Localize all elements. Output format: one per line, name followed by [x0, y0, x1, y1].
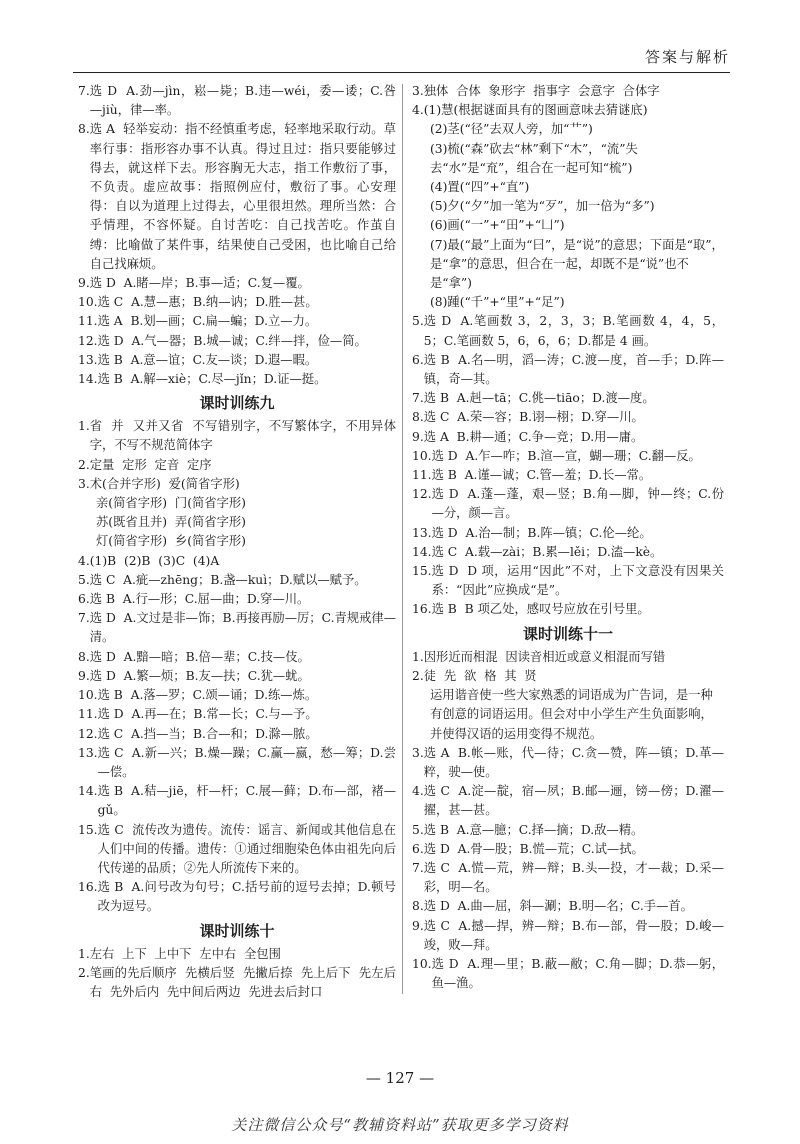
answer-number: 4. — [78, 553, 90, 568]
answer-item — [412, 648, 724, 667]
answer-subline: (8)踵(“千”+“里”+“足”) — [430, 295, 565, 310]
answer-item — [78, 82, 396, 120]
answer-number: 12. — [412, 487, 432, 502]
answer-number: 10. — [78, 295, 98, 310]
answer-item — [412, 600, 724, 619]
answer-number: 8. — [412, 899, 424, 914]
answer-number: 8. — [412, 410, 424, 425]
answer-text: 选 C A.撼—捍，辨—辩；B.布—部，骨—股；D.峻—竣，败—拜。 — [423, 918, 724, 952]
answer-text: 选 B A.名—明，滔—涛；C.渡—度，首—手；D.阵—镇，奇—其。 — [423, 352, 724, 387]
answer-item — [412, 543, 724, 562]
answer-text: 选 B A.落—罗；C.颂—诵；D.练—炼。 — [97, 688, 318, 703]
answer-item — [78, 744, 396, 782]
answer-text: 选 B A.意—臆；C.择—摘；D.敌—精。 — [423, 822, 644, 837]
answer-text: 选 D A.黯—暗；B.倍—辈；C.技—伎。 — [89, 649, 310, 664]
answer-text: 选 D A.再—在；B.常—长；C.与—予。 — [97, 707, 318, 722]
answer-number: 8. — [78, 649, 90, 664]
answer-item — [78, 475, 396, 494]
answer-number: 5. — [412, 822, 424, 837]
answer-subline: 苏(既省且并) 弄(简省字形) — [96, 515, 246, 530]
answer-text: 选 D A.繁—烦；B.友—扶；C.犹—蚘。 — [89, 668, 310, 683]
answer-item — [412, 859, 724, 897]
answer-text: 选 D A.理—里；B.蔽—敝；C.角—脚；D.恭—躬，鱼—渔。 — [431, 956, 724, 991]
answer-text: 选 C A.淀—靛，宿—夙；B.邮—逦，镑—傍；D.濯—擢，甚—甚。 — [423, 784, 724, 818]
answer-item — [78, 945, 396, 964]
answer-number: 7. — [78, 611, 90, 626]
answer-text: 选 A B.帐—账，代—待；C.贪—赞，阵—镇；D.革—粹，驶—使。 — [423, 745, 724, 779]
answer-number: 16. — [412, 602, 432, 617]
answer-subline: 亲(简省字形) 门(简省字形) — [96, 496, 246, 511]
answer-subline: (6)画(“一”+“田”+“凵”) — [430, 218, 565, 233]
answer-text: 选 B A.解—xiè；C.尽—jǐn；D.证—挺。 — [97, 372, 327, 387]
answer-item — [78, 552, 396, 571]
answer-subline: (4)置(“四”+“直”) — [430, 180, 530, 195]
answer-item — [412, 82, 724, 101]
answer-item — [78, 821, 396, 879]
answer-number: 10. — [78, 688, 98, 703]
answer-item — [78, 609, 396, 647]
answer-item — [412, 667, 724, 686]
answer-number: 13. — [78, 745, 98, 760]
answer-item — [412, 524, 724, 543]
answer-text: 选 A B.划—画；C.扁—蝙；D.立—力。 — [97, 314, 318, 329]
answer-text: 选 B A.秸—jiē，杆—杆；C.展—藓；D.布—部，褚—gǔ。 — [97, 784, 396, 818]
answer-number: 6. — [412, 352, 424, 367]
answer-text: 选 D A.劲—jìn，崧—毙；B.违—wéi，委—诿；C.咎—jiù，律—率。 — [89, 84, 396, 118]
left-column — [78, 82, 396, 1002]
answer-text: 选 D A.笔画数 3，2，3，3；B.笔画数 4，4，5，5；C.笔画数 5，6，6，6；D.都是 4 画。 — [423, 314, 724, 348]
answer-text: 选 B A.问号改为句号；C.括号前的逗号去掉；D.顿号改为逗号。 — [97, 880, 396, 914]
answer-text: 选 D D 项，运用“因此”不对，上下文意没有因果关系：“因此”应换成“是”。 — [431, 564, 724, 598]
answer-number: 1. — [412, 649, 424, 664]
answer-number: 13. — [78, 352, 98, 367]
answer-text: 选 C A.新—兴；B.燥—躁；C.赢—嬴，愁—筹；D.尝—偿。 — [97, 745, 396, 779]
answer-text: 选 D A.骨—股；B.慌—荒；C.试—拭。 — [423, 841, 644, 856]
answer-item — [78, 274, 396, 293]
right-column — [412, 82, 724, 993]
answer-text: 独体 合体 象形字 指事字 会意字 合体字 — [423, 84, 660, 98]
answer-text: 选 D A.治—制；B.阵—镇；C.伦—纶。 — [431, 525, 652, 540]
answer-text: 选 C A.荣—容；B.诩—栩；D.穿—川。 — [423, 410, 644, 425]
answer-number: 1. — [78, 946, 90, 961]
answer-item — [412, 917, 724, 955]
answer-text: 选 C A.挡—当；B.合—和；D.滁—脓。 — [97, 726, 318, 741]
answer-item — [78, 648, 396, 667]
answer-text: 选 B A.行—形；C.屈—曲；D.穿—川。 — [89, 592, 310, 607]
answer-text: 左右 上下 上中下 左中右 全包围 — [89, 946, 281, 961]
answer-text: 选 B A.赳—tā；C.佻—tiāo；D.渡—度。 — [423, 391, 655, 406]
answer-number: 16. — [78, 880, 98, 895]
answer-item — [78, 590, 396, 609]
answer-subline: 运用谐音使一些大家熟悉的词语成为广告词，是一种有创意的词语运用。但会对中小学生产生负面影响，并使得汉语的运用变得不规范。 — [430, 688, 713, 741]
answer-number: 3. — [412, 745, 424, 760]
answer-number: 7. — [412, 860, 424, 875]
answer-item — [78, 293, 396, 312]
answer-number: 11. — [78, 314, 98, 329]
answer-text: (1)慧(根据谜面具有的图画意味去猜谜底) — [423, 103, 648, 118]
answer-item — [412, 101, 724, 120]
answer-number: 3. — [412, 84, 424, 98]
answer-text: 选 C A.慧—惠；B.纳—讷；D.胜—甚。 — [97, 295, 318, 310]
answer-item — [78, 351, 396, 370]
answer-number: 9. — [78, 668, 90, 683]
answer-number: 4. — [412, 103, 424, 118]
answer-item — [78, 120, 396, 274]
answer-number: 11. — [78, 707, 98, 722]
section-title: 课时训练十一 — [522, 624, 613, 643]
answer-text: 选 C 流传改为遗传。流传：谣言、新闻或其他信息在人们中间的传播。遗传：①通过细胞染色体由祖先向后代传递的品质；②先人所流传下来的。 — [97, 822, 396, 875]
answer-subline: (5)夕(“夕”加一笔为“歹”，加一倍为“多”) — [430, 199, 655, 214]
answer-item — [412, 428, 724, 447]
answer-text: 选 C A.载—zài；B.累—lěi；D.溘—kè。 — [431, 544, 663, 559]
answer-item — [412, 389, 724, 408]
answer-item — [412, 744, 724, 782]
answer-number: 12. — [78, 333, 98, 348]
answer-number: 6. — [412, 841, 424, 856]
answer-number: 2. — [78, 457, 90, 472]
answer-number: 10. — [412, 448, 432, 463]
answer-text: 选 A B.耕—通；C.争—竞；D.用—庸。 — [423, 429, 644, 444]
answer-item — [78, 370, 396, 389]
answer-item — [412, 840, 724, 859]
answer-number: 10. — [412, 956, 432, 971]
answer-item — [78, 456, 396, 475]
answer-text: 选 C A.疵—zhēng；B.盏—kuì；D.赋以—赋予。 — [89, 572, 367, 587]
answer-number: 12. — [78, 726, 98, 741]
answer-number: 7. — [412, 391, 424, 406]
answer-text: 选 B B 项乙处，感叹号应放在引号里。 — [431, 602, 650, 617]
answer-text: 选 A 轻举妄动：指不经慎重考虑，轻率地采取行动。草率行事：指形容办事不认真。得过且过：指只要能够过得去，就这样下去。形容胸无大志，指工作敷衍了事，不负责。虚应故事：指照例应付，敷衍了事。心安理得：自以为道理上过得去，心里很坦然。理所当然：合乎情理，不容怀疑。自讨苦吃：自己找苦吃。作茧自缚：比喻做了某件事，结果使自己受困，也比喻自己给自己找麻烦。 — [89, 122, 396, 271]
answer-number: 15. — [412, 564, 432, 579]
answer-item — [412, 447, 724, 466]
header-rule — [73, 72, 730, 73]
answer-number: 9. — [412, 429, 424, 444]
answer-item — [78, 782, 396, 820]
answer-number: 8. — [78, 122, 90, 137]
answer-item — [412, 485, 724, 523]
answer-item — [78, 332, 396, 351]
answer-number: 14. — [78, 784, 98, 799]
answer-number: 5. — [412, 314, 424, 329]
answer-text: 定量 定形 定音 定序 — [89, 457, 212, 472]
answer-item — [412, 955, 724, 993]
answer-item — [412, 897, 724, 916]
footer-note: 关注微信公众号“教辅资料站”获取更多学习资料 — [231, 1116, 569, 1134]
answer-number: 7. — [78, 84, 90, 98]
answer-subline: 灯(简省字形) 乡(简省字形) — [96, 534, 246, 549]
answer-text: 选 D A.气—器；B.城—诚；C.绊—拌，俭—简。 — [97, 333, 367, 348]
answer-text: 选 D A.蓬—蓬，艰—竖；B.角—脚，钟—终；C.份—分，颜—言。 — [431, 487, 724, 521]
answer-text: 笔画的先后顺序 先横后竖 先撇后捺 先上后下 先左后右 先外后内 先中间后两边 先进去后封口 — [89, 965, 396, 999]
answer-text: 选 D A.曲—屈，斜—涮；B.明—名；C.手—首。 — [423, 899, 693, 914]
answer-number: 1. — [78, 419, 90, 434]
answer-text: 徒 先 欲 格 其 贤 — [423, 668, 537, 683]
answer-text: 术(合并字形) 爱(简省字形) — [89, 476, 240, 491]
answer-text: 省 并 又并又省 不写错别字，不写繁体字，不用异体字，不写不规范简体字 — [89, 419, 396, 453]
answer-number: 5. — [78, 572, 90, 587]
answer-item — [78, 417, 396, 455]
answer-item — [412, 351, 724, 389]
answer-text: 选 B A.意—谊；C.友—谈；D.遐—暇。 — [97, 352, 318, 367]
answer-text: (1)B (2)B (3)C (4)A — [89, 553, 220, 568]
answer-number: 6. — [78, 592, 90, 607]
answer-text: 选 D A.睹—岸；B.事—适；C.复—覆。 — [89, 276, 310, 291]
answer-number: 2. — [412, 668, 424, 683]
answer-number: 14. — [78, 372, 98, 387]
answer-item — [412, 312, 724, 350]
answer-number: 13. — [412, 525, 432, 540]
answer-text: 因形近而相混 因读音相近或意义相混而写错 — [423, 649, 666, 664]
section-title: 课时训练十 — [199, 921, 275, 940]
answer-item — [412, 562, 724, 600]
answer-number: 3. — [78, 476, 90, 491]
answer-number: 2. — [78, 965, 90, 980]
answer-text: 选 D A.文过是非—饰；B.再接再励—厉；C.青规戒律—清。 — [89, 611, 396, 645]
answer-item — [412, 408, 724, 427]
answer-item — [78, 571, 396, 590]
answer-number: 9. — [78, 276, 90, 291]
answer-text: 选 B A.谨—诚；C.管—羞；D.长—常。 — [431, 468, 652, 483]
answer-text: 选 C A.慌—荒，辨—辩；B.头—投，才—裁；D.采—彩，明—名。 — [423, 860, 724, 895]
section-title: 课时训练九 — [199, 394, 275, 413]
answer-subline: (2)茎(“径”去双人旁，加“艹”) — [430, 122, 593, 137]
answer-number: 14. — [412, 544, 432, 559]
answer-number: 9. — [412, 918, 424, 933]
answer-item — [78, 312, 396, 331]
answer-item — [78, 667, 396, 686]
answer-subline: (3)梳(“森”砍去“林”剩下“木”，“流”失去“水”是“㐬”，组合在一起可知“梳”) — [430, 141, 638, 175]
answer-number: 4. — [412, 784, 424, 799]
answer-item — [78, 964, 396, 1002]
answer-number: 15. — [78, 822, 98, 837]
answer-item — [78, 686, 396, 705]
answer-subline: (7)最(“最”上面为“曰”，是“说”的意思；下面是“取”，是“拿”的意思，但合在一起，却既不是“说”也不是“拿”) — [430, 237, 724, 291]
answer-item — [78, 705, 396, 724]
answer-item — [412, 466, 724, 485]
column-divider — [402, 84, 403, 994]
page-number: — 127 — — [365, 1069, 435, 1087]
answer-item — [78, 725, 396, 744]
answer-item — [78, 878, 396, 916]
answer-text: 选 D A.乍—咋；B.渲—宣，蝴—珊；C.翻—反。 — [431, 448, 701, 463]
answer-number: 11. — [412, 468, 432, 483]
answer-item — [412, 782, 724, 820]
header-section-title: 答案与解析 — [644, 48, 730, 66]
answer-item — [412, 821, 724, 840]
